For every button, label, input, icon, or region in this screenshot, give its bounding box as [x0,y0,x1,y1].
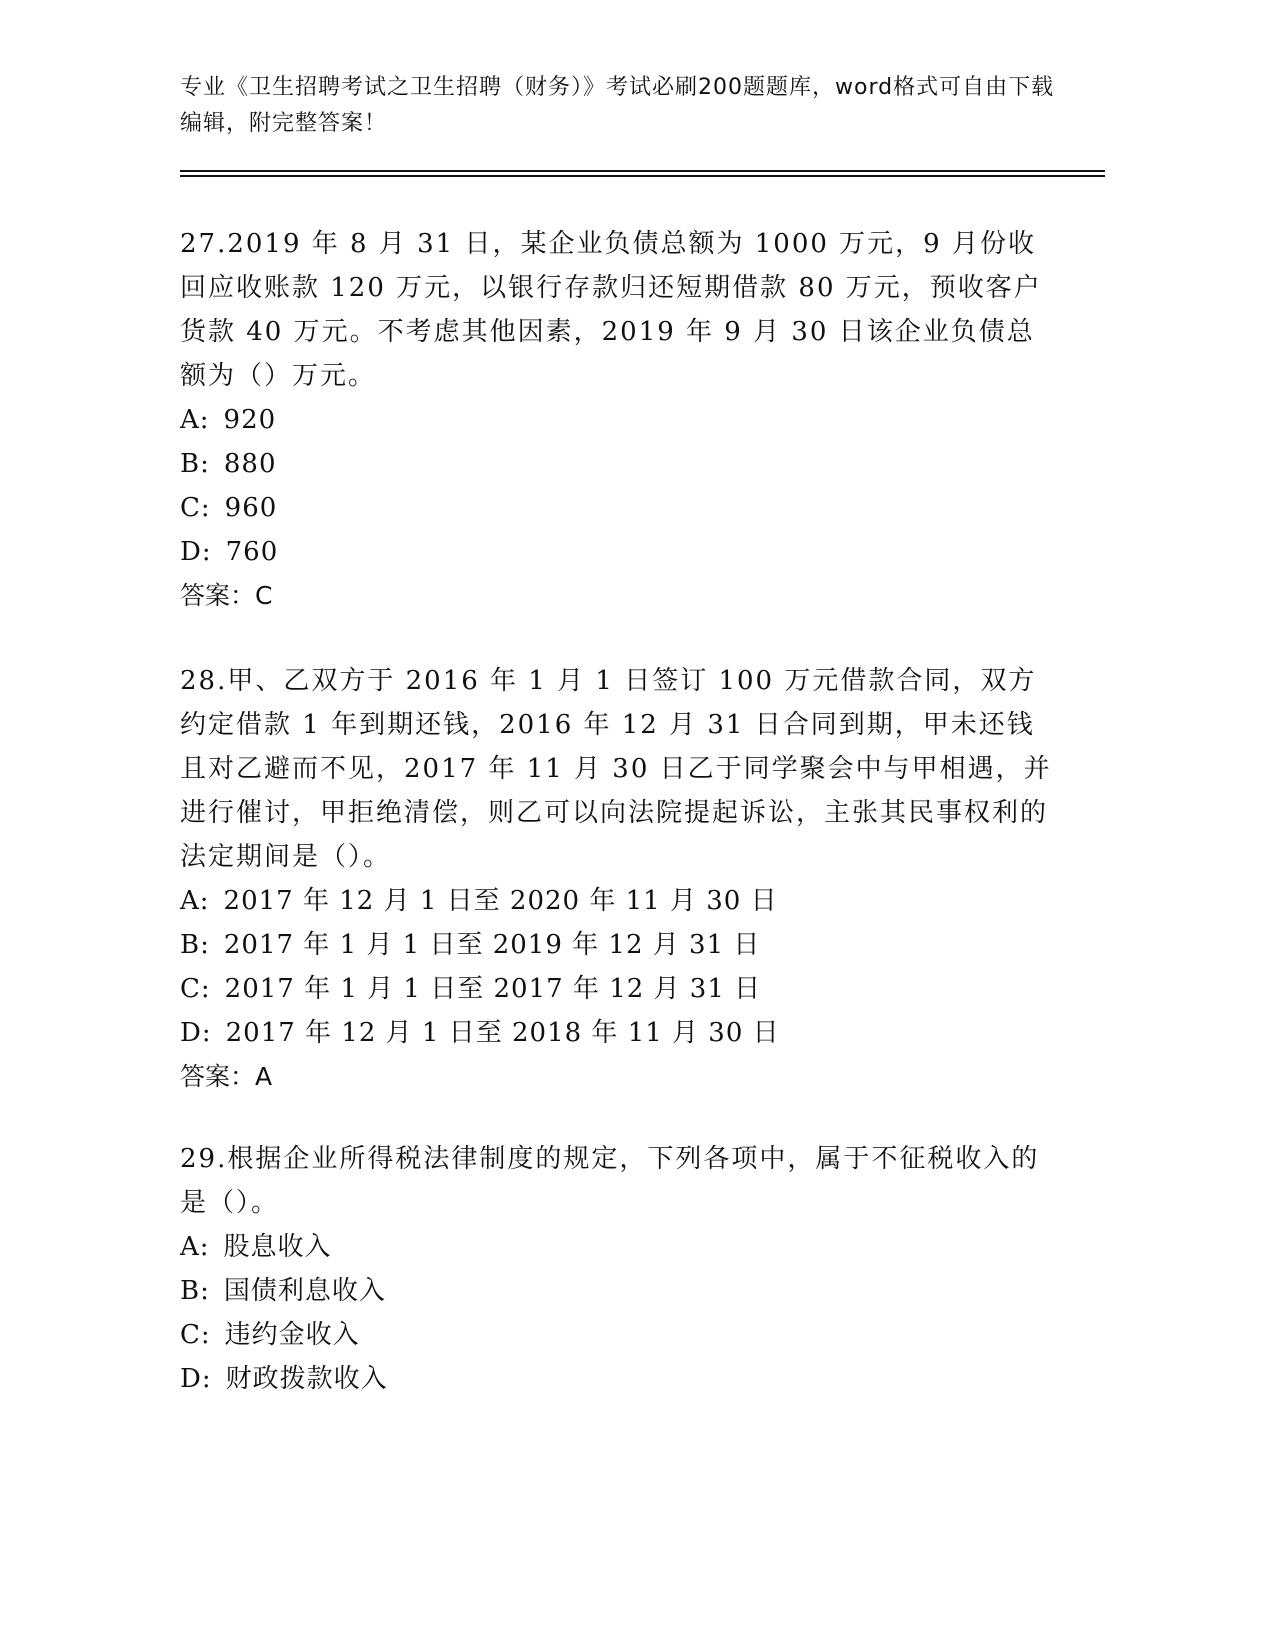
option-letter: A: [180,1232,210,1262]
answer-line: 答案：A [180,1062,273,1091]
option-text: 920 [223,405,277,435]
option-a [180,1225,1060,1269]
option-text: 2017 年 12 月 1 日至 2018 年 11 月 30 日 [225,1018,780,1048]
header-divider-top [180,170,1105,172]
option-text: 股息收入 [223,1232,332,1262]
question-29 [180,1137,1060,1401]
option-a [180,398,1060,442]
question-27 [180,222,1060,618]
option-letter: C: [180,974,211,1004]
answer-line: 答案：C [180,581,273,610]
option-letter: D: [180,1018,212,1048]
option-b [180,923,1060,967]
option-letter: B: [180,930,210,960]
option-b [180,442,1060,486]
option-a [180,879,1060,923]
option-text: 财政拨款收入 [225,1364,388,1394]
option-letter: B: [180,1276,210,1306]
option-letter: D: [180,1364,212,1394]
option-d [180,1011,1060,1055]
option-text: 760 [225,537,279,567]
option-letter: A: [180,405,210,435]
option-text: 违约金收入 [224,1320,360,1350]
option-c [180,486,1060,530]
option-b [180,1269,1060,1313]
question-text: 27.2019 年 8 月 31 日，某企业负债总额为 1000 万元，9 月份收回应收账款 120 万元，以银行存款归还短期借款 80 万元，预收客户货款 40 万元。不考虑其他因素，2019 年 9 月 30 日该企业负债总额为（）万元。 [180,229,1042,391]
question-text: 28.甲、乙双方于 2016 年 1 月 1 日签订 100 万元借款合同，双方约定借款 1 年到期还钱，2016 年 12 月 31 日合同到期，甲未还钱且对乙避而不见，2017 年 11 月 30 日乙于同学聚会中与甲相遇，并进行催讨，甲拒绝清偿，则乙可以向法院提起诉讼，主张其民事权利的法定期间是（）。 [180,666,1052,872]
option-text: 2017 年 12 月 1 日至 2020 年 11 月 30 日 [223,886,778,916]
option-text: 2017 年 1 月 1 日至 2017 年 12 月 31 日 [224,974,762,1004]
option-text: 960 [224,493,278,523]
option-letter: C: [180,1320,211,1350]
option-text: 国债利息收入 [223,1276,386,1306]
option-d [180,1357,1060,1401]
option-c [180,967,1060,1011]
header-divider-bottom [180,175,1105,177]
option-text: 2017 年 1 月 1 日至 2019 年 12 月 31 日 [223,930,761,960]
option-letter: D: [180,537,212,567]
option-letter: A: [180,886,210,916]
document-header-note: 专业《卫生招聘考试之卫生招聘（财务）》考试必刷200题题库，word格式可自由下载编辑，附完整答案！ [180,75,1055,136]
option-d [180,530,1060,574]
option-letter: B: [180,449,210,479]
option-c [180,1313,1060,1357]
question-28 [180,659,1060,1099]
option-text: 880 [223,449,277,479]
question-text: 29.根据企业所得税法律制度的规定，下列各项中，属于不征税收入的是（）。 [180,1144,1040,1218]
option-letter: C: [180,493,211,523]
